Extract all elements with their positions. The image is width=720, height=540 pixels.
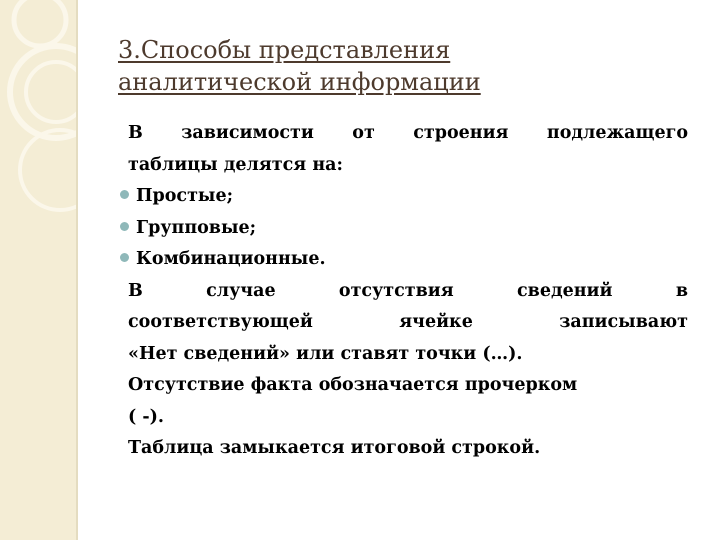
bullet-label: Групповые; xyxy=(136,217,257,238)
intro-paragraph xyxy=(128,118,688,181)
bullet-label: Комбинационные. xyxy=(136,249,326,269)
bullet-dot-icon xyxy=(120,253,129,262)
bullet-dot-icon xyxy=(120,190,129,199)
bullet-dot-icon xyxy=(120,222,129,231)
decorative-sidebar xyxy=(0,0,76,540)
closing-line: Таблица замыкается итоговой строкой. xyxy=(128,438,541,458)
bullet-item xyxy=(120,181,688,213)
decorative-circles xyxy=(0,0,76,540)
absence-line: ( -). xyxy=(128,406,165,427)
case-line: соответствующей ячейке записывают xyxy=(128,312,688,332)
case-paragraph xyxy=(128,276,688,371)
absence-line: Отсутствие факта обозначается прочерком xyxy=(128,375,578,395)
sidebar-divider xyxy=(76,0,78,540)
case-line: «Нет сведений» или ставят точки (…). xyxy=(128,343,523,364)
bullet-label: Простые; xyxy=(136,186,234,206)
title-line: аналитической информации xyxy=(118,68,481,96)
intro-line: В зависимости от строения подлежащего xyxy=(128,123,688,143)
bullet-item xyxy=(120,244,688,276)
slide-body xyxy=(128,118,688,465)
slide-title xyxy=(118,34,678,98)
intro-line: таблицы делятся на: xyxy=(128,154,343,175)
case-line: В случае отсутствия сведений в xyxy=(128,280,688,301)
bullet-item xyxy=(120,213,688,245)
title-line: 3.Способы представления xyxy=(118,36,451,64)
